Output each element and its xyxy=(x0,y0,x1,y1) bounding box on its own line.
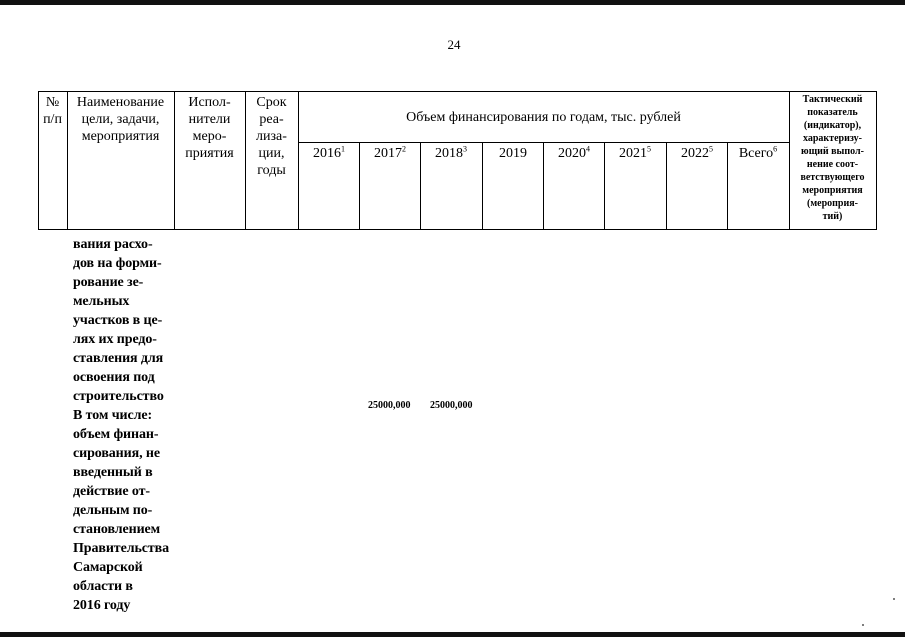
year-header: 2019 xyxy=(499,146,527,161)
year-header: 2018$^3$ xyxy=(435,144,467,161)
scan-speck xyxy=(862,624,864,626)
page-number: 24 xyxy=(447,37,461,52)
bottom-border-bar xyxy=(0,632,905,637)
header-term: Срок реа- лиза- ции, годы xyxy=(256,95,287,178)
scan-speck xyxy=(893,598,895,600)
year-header: Всего$^6$ xyxy=(738,144,778,161)
year-header: 2016$^1$ xyxy=(313,144,345,161)
header-executors: Испол- нители меро- приятия xyxy=(185,95,234,161)
year-header: 2020$^4$ xyxy=(558,144,590,161)
value-2018: 25000,000 xyxy=(430,400,473,411)
header-top-line xyxy=(38,91,876,92)
header-funding: Объем финансирования по годам, тыс. рублей xyxy=(406,110,681,125)
value-2017: 25000,000 xyxy=(368,400,411,411)
col-line xyxy=(876,91,877,230)
row-name-text: вания расхо- дов на форми- рование зе- мельных участков в це- лях их предо- ставления для освоения под строительство В том числе: объем финан- сирования, не введенный в действие от- дельным по- становлением Правительства Самарской области в 2016 году xyxy=(73,237,170,613)
year-header: 2022$^5$ xyxy=(681,144,713,161)
header-bottom-line xyxy=(38,229,876,230)
year-header: 2021$^5$ xyxy=(619,144,651,161)
header-name: Наименование цели, задачи, мероприятия xyxy=(76,95,165,144)
header-num: № п/п xyxy=(43,95,62,127)
header-indicator: Тактический показатель (индикатор), характеризу- ющий выпол- нение соот- ветствующего мероприятия (мероприя- тий) xyxy=(800,94,865,222)
year-header: 2017$^2$ xyxy=(374,144,406,161)
